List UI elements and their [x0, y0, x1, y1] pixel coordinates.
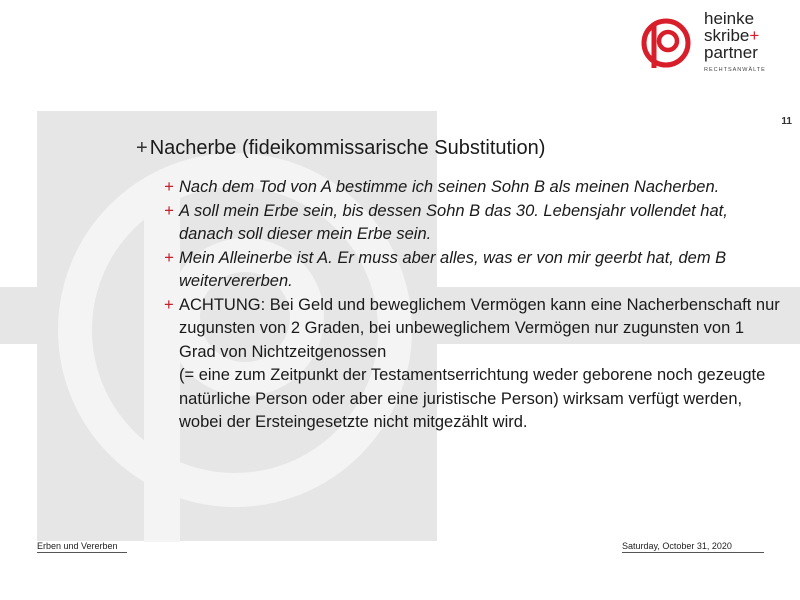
bullet-item: [164, 294, 784, 435]
plus-bullet-icon: +: [164, 248, 174, 267]
bullet-text: Mein Alleinerbe ist A. Er muss aber alles, was er von mir geerbt hat, dem B weitervererben.: [179, 248, 727, 290]
footer-date: Saturday, October 31, 2020: [622, 541, 732, 551]
title-bullet-icon: +: [136, 137, 148, 159]
bullet-text: Nach dem Tod von A bestimme ich seinen Sohn B als meinen Nacherben.: [179, 178, 720, 196]
bullet-item: [164, 200, 784, 247]
slide-title-text: Nacherbe (fideikommissarische Substitution): [149, 137, 546, 159]
brand-line-1: heinke: [704, 9, 755, 28]
plus-bullet-icon: +: [164, 201, 174, 220]
page-number: 11: [781, 116, 792, 127]
brand-tagline: RECHTSANWÄLTE: [704, 67, 766, 73]
footer-divider-left: [37, 552, 127, 553]
footer-divider-right: [622, 552, 764, 553]
brand-name: [704, 10, 759, 61]
bullet-text: A soll mein Erbe sein, bis dessen Sohn B das 30. Lebensjahr vollendet hat, danach soll dieser mein Erbe sein.: [179, 201, 728, 243]
plus-bullet-icon: +: [164, 178, 174, 196]
bullet-list: [164, 176, 784, 435]
footer-title: Erben und Vererben: [37, 541, 118, 551]
slide-title: [136, 137, 545, 160]
bullet-item: [164, 176, 784, 200]
bullet-text: ACHTUNG: Bei Geld und beweglichem Vermögen kann eine Nacherbenschaft nur zugunsten von 2 Graden, bei unbeweglichem Vermögen nur zugunsten von 1 Grad von Nichtzeitgenossen: [179, 295, 780, 361]
bullet-item: [164, 247, 784, 294]
brand-line-2: skribe+: [704, 26, 760, 45]
brand-line-3: partner: [704, 43, 758, 62]
plus-bullet-icon: +: [164, 295, 174, 314]
bullet-text-continuation: (= eine zum Zeitpunkt der Testamentserrichtung weder geborene noch gezeugte natürliche Person oder aber eine juristische Person) wirksam verfügt werden, wobei der Ersteingesetzte nicht mitgezählt wird.: [179, 366, 766, 431]
